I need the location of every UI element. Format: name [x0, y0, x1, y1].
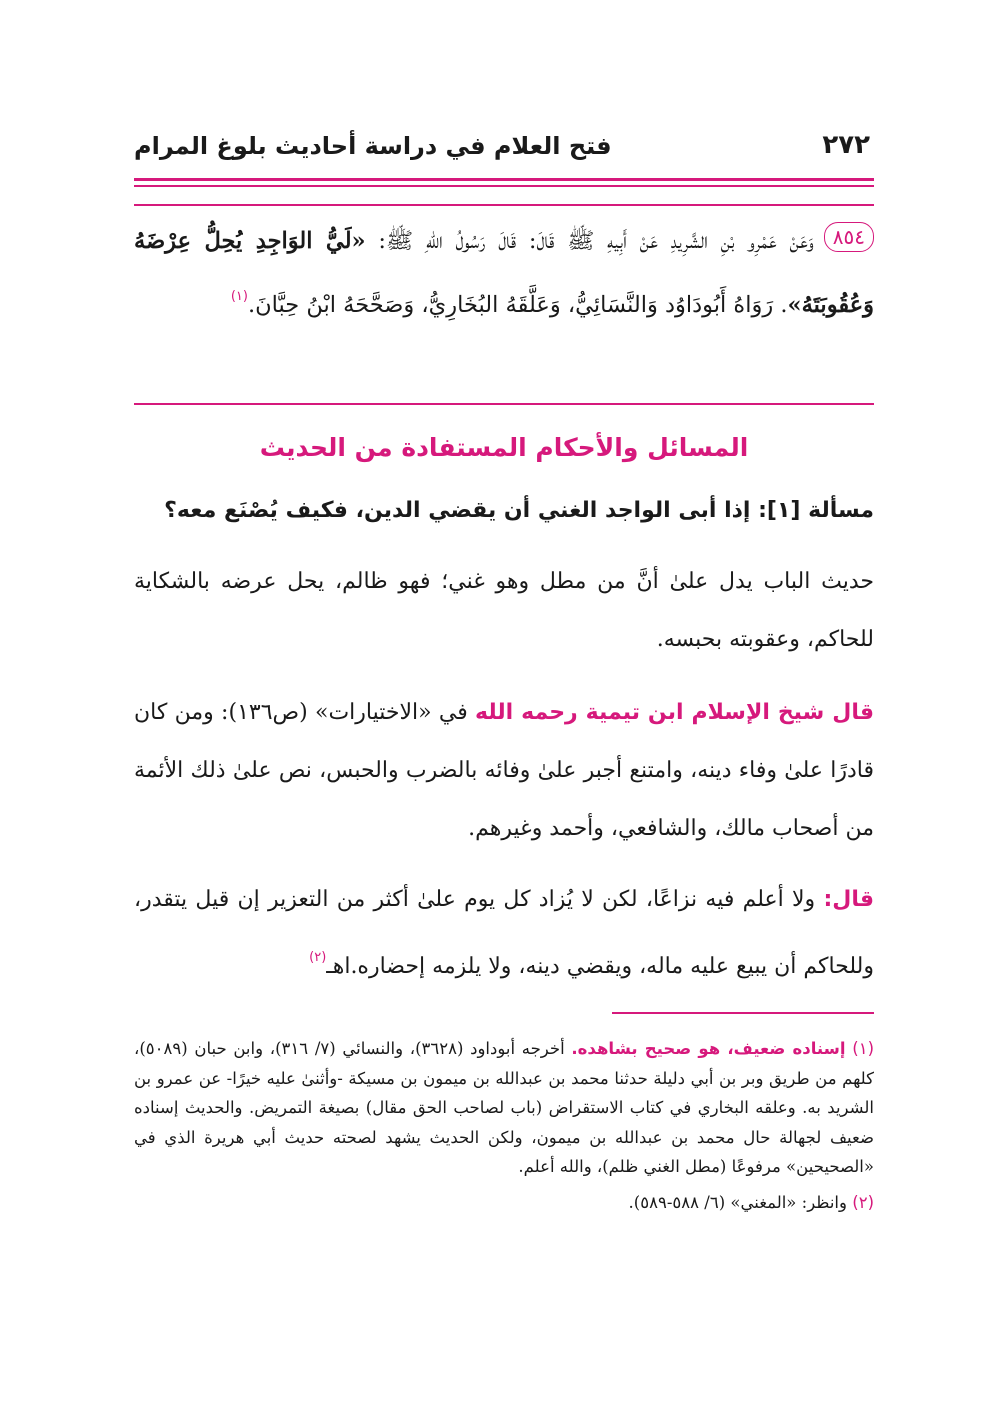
ibn-taymiyyah-lead: قال شيخ الإسلام ابن تيمية رحمه الله: [475, 700, 874, 725]
footnote-ref-2[interactable]: (٢): [309, 950, 327, 965]
section-title: المسائل والأحكام المستفادة من الحديث: [259, 433, 749, 462]
footnote-ref-1[interactable]: (١): [230, 289, 248, 304]
paragraph-3-text: ولا أعلم فيه نزاعًا، لكن لا يُزاد كل يوم علىٰ أكثر من التعزير إن قيل يتقدر، وللحاكم أن يبيع عليه ماله، ويقضي دينه، ولا يلزمه إحضاره.اهـ: [134, 887, 874, 979]
paragraph-1: حديث الباب يدل علىٰ أنَّ من مطل وهو غني؛ فهو ظالم، يحل عرضه بالشكاية للحاكم، وعقوبته بحبسه.: [134, 569, 874, 652]
footnote-2-text: وانظر: «المغني» (٦/ ٥٨٨-٥٨٩).: [628, 1192, 847, 1212]
issue-heading: [134, 498, 874, 523]
footnote-1-number: (١): [852, 1039, 874, 1058]
page-number: ٢٧٢: [822, 130, 870, 160]
issue-question: إذا أبى الواجد الغني أن يقضي الدين، فكيف يُصْنَع معه؟: [164, 498, 751, 523]
paragraph-2-text: في «الاختيارات» (ص١٣٦): ومن كان قادرًا علىٰ وفاء دينه، وامتنع أجبر علىٰ وفائه بالضرب والحبس، نص علىٰ ذلك الأئمة من أصحاب مالك، والشافعي، وأحمد وغيرهم.: [134, 700, 874, 841]
footnote-1: [134, 1034, 874, 1182]
footnote-1-text: أخرجه أبوداود (٣٦٢٨)، والنسائي (٧/ ٣١٦)، وابن حبان (٥٠٨٩)، كلهم من طريق وبر بن أبي دليلة حدثنا محمد بن عبدالله بن ميمون بن مسيكة -وأثنىٰ عليه خيرًا- عن عمرو بن الشريد به. وعلقه البخاري في كتاب الاستقراض (باب لصاحب الحق مقال) بصيغة التمريض. والحديث إسناده ضعيف لجهالة حال محمد بن عبدالله بن ميمون، ولكن الحديث يشهد لصحته حديث أبي هريرة الذي في «الصحيحين» مرفوعًا (مطل الغني ظلم)، والله أعلم.: [134, 1039, 874, 1176]
paragraph-3: [134, 871, 874, 996]
page-header: [134, 128, 870, 172]
footnotes: [134, 1034, 874, 1223]
hadith-rest: . رَوَاهُ أَبُودَاوُد وَالنَّسَائِيُّ، وَعَلَّقَهُ البُخَارِيُّ، وَصَحَّحَهُ ابْنُ حِبَّانَ.: [247, 292, 788, 318]
header-rule-bottom: [134, 185, 874, 187]
hadith-number-badge: ٨٥٤: [824, 222, 874, 252]
footnote-1-lead: إسناده ضعيف، هو صحيح بشاهده.: [571, 1039, 846, 1058]
issue-label: مسألة [١]:: [758, 498, 874, 523]
footnote-2: [134, 1188, 874, 1218]
hadith-block: [134, 213, 874, 333]
paragraph-2: [134, 684, 874, 858]
qala-lead: قال:: [823, 887, 874, 912]
hadith-rule-top: [134, 204, 874, 206]
hadith-rule-bottom: [134, 403, 874, 405]
hadith-quote: «لَيُّ الوَاجِدِ يُحِلُّ عِرْضَهُ وَعُقُوبَتَهُ»: [134, 228, 874, 318]
footnote-2-number: (٢): [852, 1192, 874, 1212]
header-rule-top: [134, 178, 874, 181]
footnote-separator: [612, 1012, 874, 1014]
book-title: فتح العلام في دراسة أحاديث بلوغ المرام: [134, 132, 612, 160]
hadith-intro: وَعَنْ عَمْرِو بْنِ الشَّرِيدِ عَنْ أَبِيهِ ﷺ قَالَ: قَالَ رَسُولُ اللهِ ﷺ:: [378, 228, 814, 254]
